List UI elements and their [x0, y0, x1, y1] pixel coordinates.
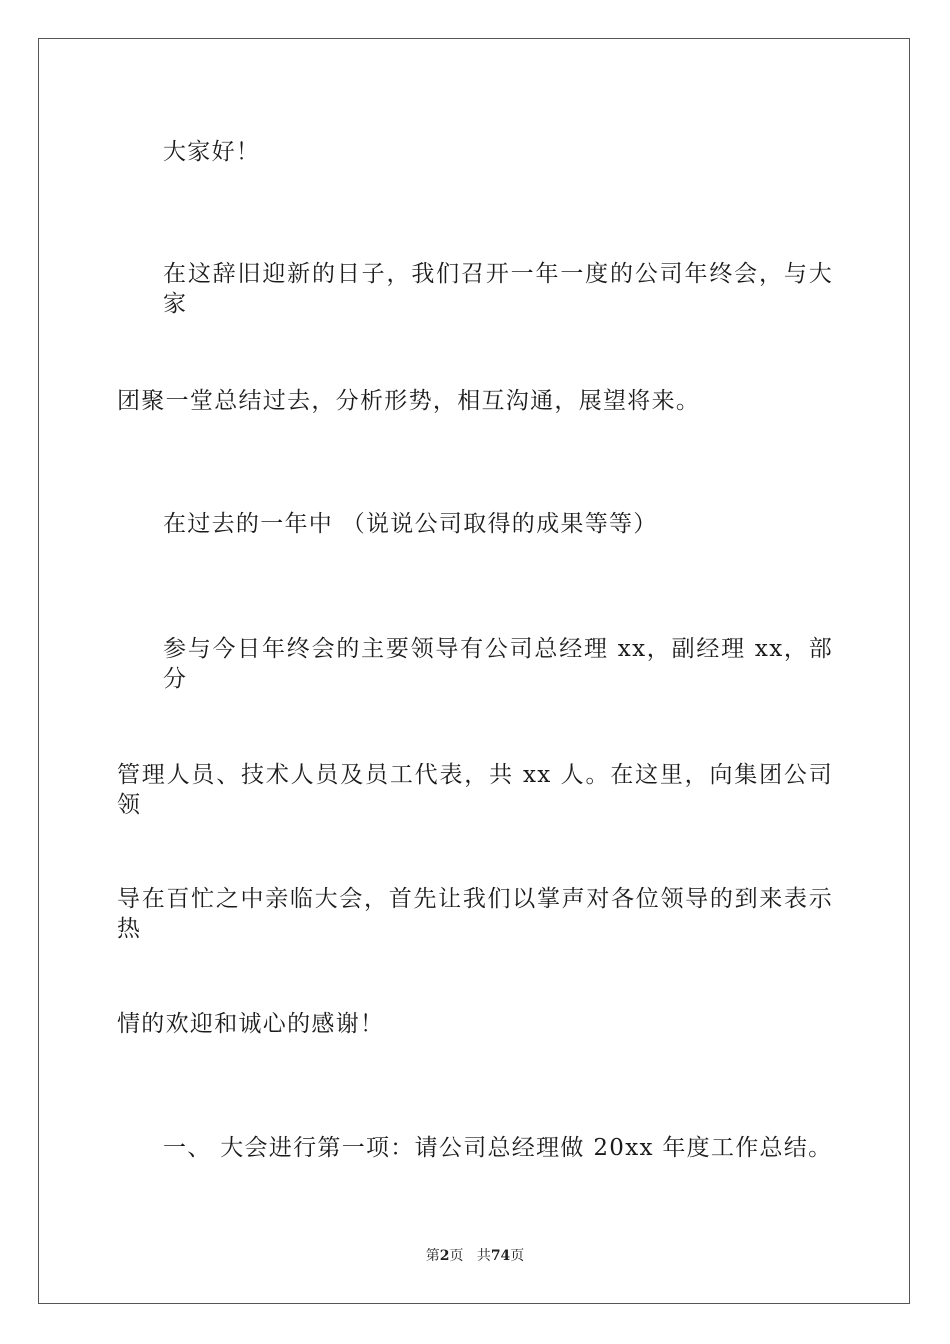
footer-page-prefix: 第	[425, 1248, 440, 1264]
footer-page-number: 2	[439, 1248, 450, 1264]
greeting-line: 大家好！	[163, 139, 261, 165]
footer-page-suffix: 页	[449, 1248, 464, 1264]
paragraph-3-line-4: 情的欢迎和诚心的感谢！	[117, 1011, 385, 1037]
paragraph-3-line-1: 参与今日年终会的主要领导有公司总经理 xx，副经理 xx，部分	[163, 636, 833, 692]
paragraph-1-line-1: 在这辞旧迎新的日子，我们召开一年一度的公司年终会，与大家	[163, 261, 833, 317]
page-footer	[0, 1246, 950, 1266]
paragraph-2-line-1: 在过去的一年中 （说说公司取得的成果等等）	[163, 511, 658, 537]
paragraph-3-line-3: 导在百忙之中亲临大会，首先让我们以掌声对各位领导的到来表示热	[117, 886, 833, 942]
footer-total-prefix: 共	[476, 1248, 491, 1264]
paragraph-1-line-2: 团聚一堂总结过去，分析形势，相互沟通，展望将来。	[117, 388, 701, 414]
footer-total-suffix: 页	[510, 1248, 525, 1264]
paragraph-3-line-2: 管理人员、技术人员及员工代表，共 xx 人。在这里，向集团公司领	[117, 762, 833, 818]
agenda-item-1: 一、 大会进行第一项：请公司总经理做 20xx 年度工作总结。	[163, 1135, 833, 1161]
footer-total-pages: 74	[490, 1248, 511, 1264]
